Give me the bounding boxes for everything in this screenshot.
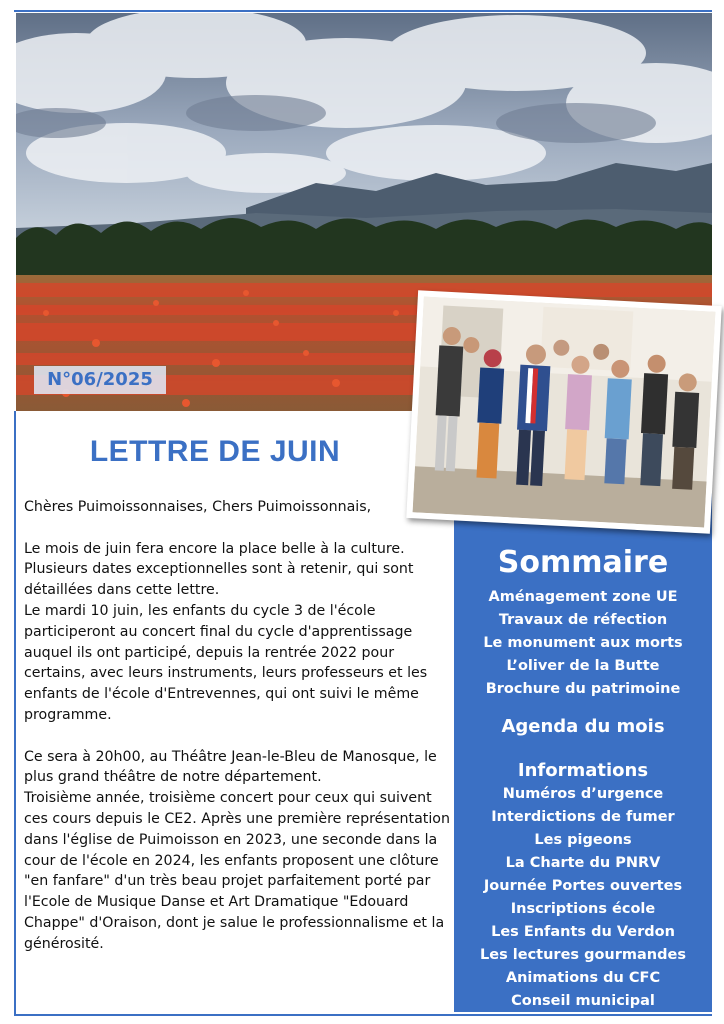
toc-item[interactable]: L’oliver de la Butte (506, 658, 660, 674)
info-item[interactable]: Inscriptions école (510, 901, 656, 917)
info-item[interactable]: La Charte du PNRV (505, 855, 661, 871)
table-of-contents (454, 545, 712, 1013)
sommaire-title: Sommaire (497, 545, 669, 580)
greeting: Chères Puimoissonnaises, Chers Puimoissonnais, (24, 499, 372, 515)
paragraph-5: Troisième année, troisième concert pour ceux qui suivent ces cours depuis le CE2. Après une première représentation dans l'église de Puimoisson en 2023, une seconde dans la cour de l'école en 2024, les enfants proposent une clôture "en fanfare" d'un très beau projet parfaitement porté par l'Ecole de Musique Danse et Art Dramatique "Edouard Chappe" d'Oraison, dont je salue le professionnalisme et la générosité. (24, 790, 450, 952)
info-item[interactable]: Les pigeons (534, 832, 632, 848)
paragraph-2: Plusieurs dates exceptionnelles sont à retenir, qui sont détaillées dans cette lettre. (24, 561, 414, 599)
issue-number: N°06/2025 (34, 366, 166, 394)
toc-item[interactable]: Le monument aux morts (483, 635, 683, 651)
paragraph-4: Ce sera à 20h00, au Théâtre Jean-le-Bleu de Manosque, le plus grand théâtre de notre département. (24, 748, 437, 786)
info-item[interactable]: Animations du CFC (505, 970, 661, 986)
info-item[interactable]: Les Enfants du Verdon (491, 924, 675, 940)
bottom-border (14, 1014, 712, 1016)
letter-title: LETTRE DE JUIN (89, 435, 341, 468)
letter-body (24, 497, 452, 955)
toc-item[interactable]: Brochure du patrimoine (485, 681, 681, 697)
toc-item[interactable]: Travaux de réfection (498, 612, 668, 628)
group-photo (406, 290, 722, 534)
info-item[interactable]: Interdictions de fumer (491, 809, 675, 825)
info-item[interactable]: Conseil municipal (511, 993, 655, 1009)
top-border (14, 10, 712, 12)
paragraph-3: Le mardi 10 juin, les enfants du cycle 3 de l'école participeront au concert final du cycle d'apprentissage auquel ils ont participé, depuis la rentrée 2022 pour certains, avec leurs instruments, leurs professeurs et les enfants de l'école d'Entrevennes, qui ont suivi le même programme. (24, 602, 428, 723)
info-item[interactable]: Les lectures gourmandes (480, 947, 686, 963)
toc-item[interactable]: Aménagement zone UE (488, 589, 678, 605)
paragraph-1: Le mois de juin fera encore la place belle à la culture. (24, 540, 405, 557)
agenda-heading[interactable]: Agenda du mois (501, 716, 665, 737)
info-item[interactable]: Journée Portes ouvertes (483, 878, 683, 894)
info-item[interactable]: Numéros d’urgence (502, 786, 664, 802)
informations-heading: Informations (517, 760, 649, 781)
